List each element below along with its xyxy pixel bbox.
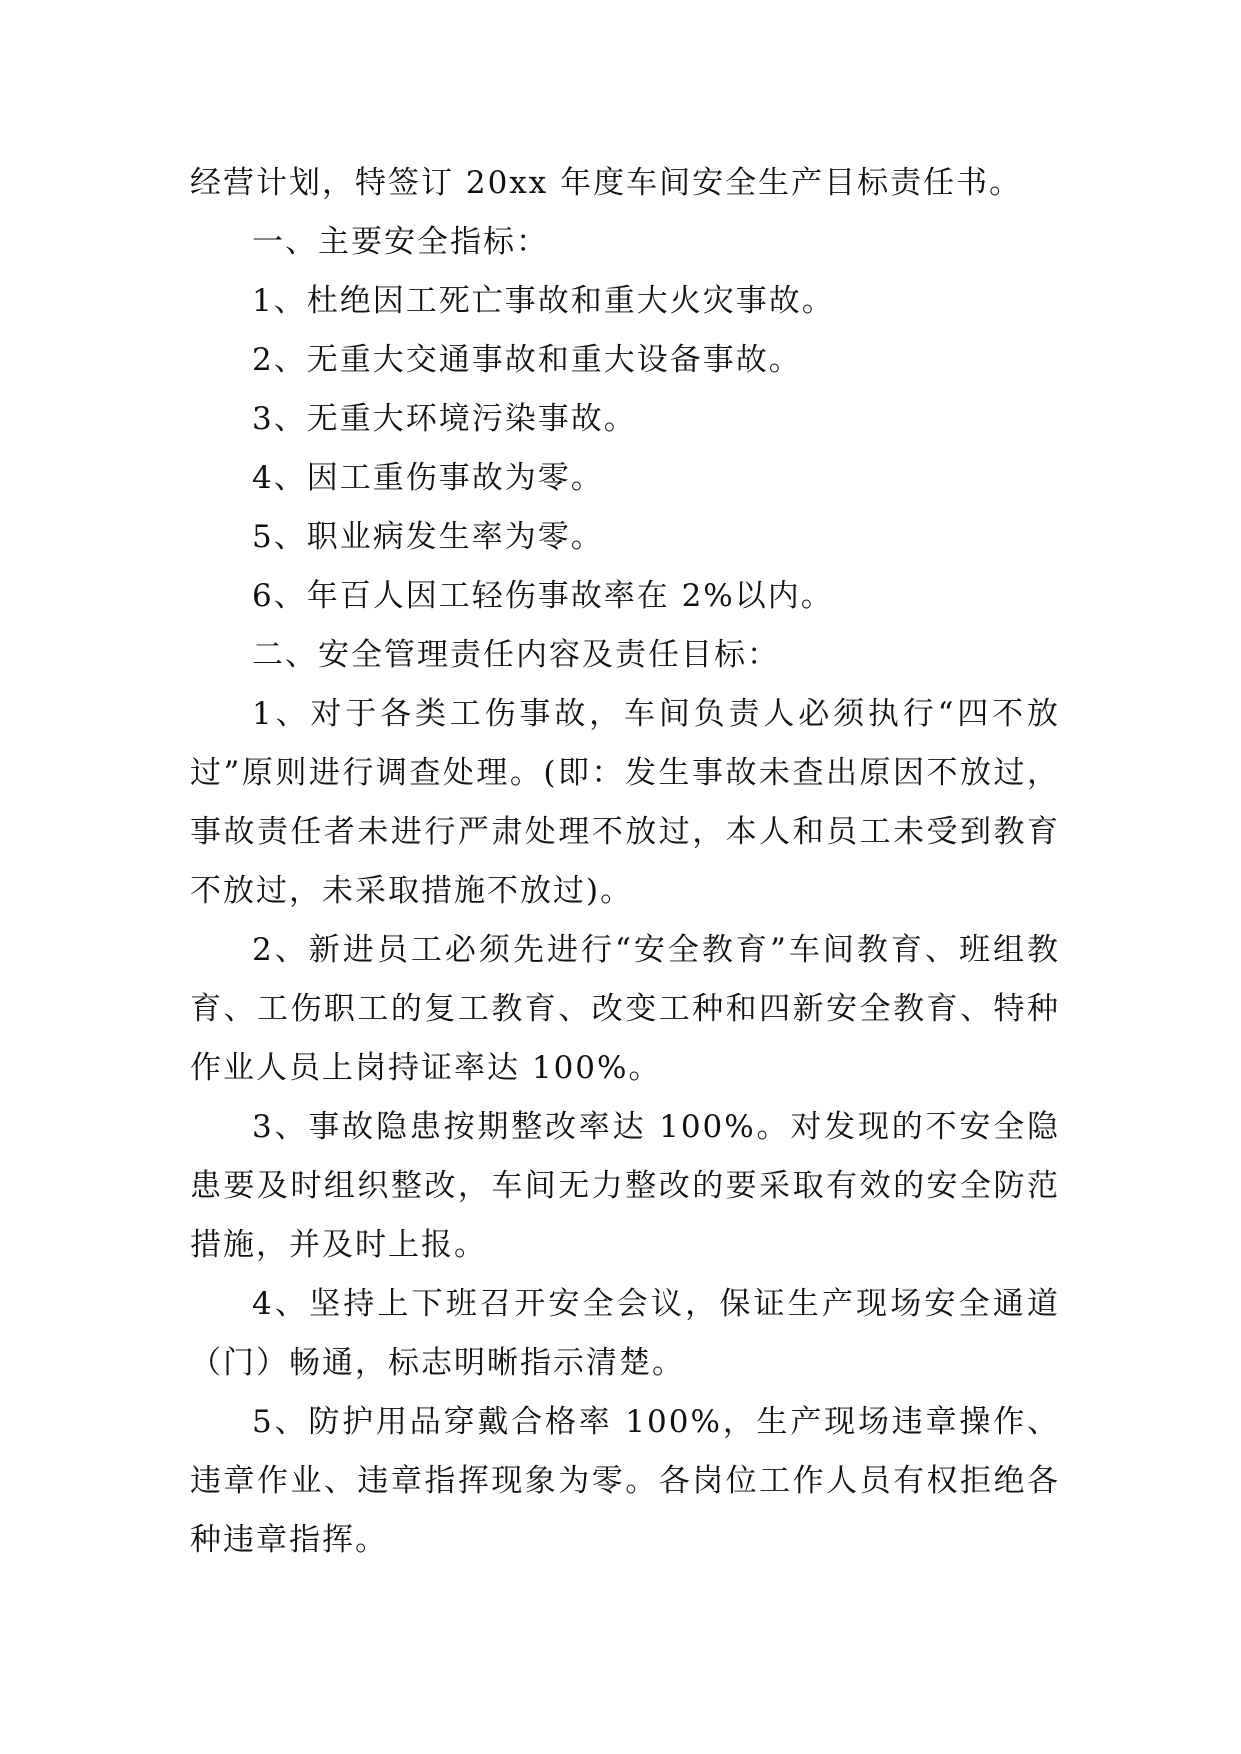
responsibility-item-1: 1、对于各类工伤事故，车间负责人必须执行“四不放过”原则进行调查处理。(即：发生事故未查出原因不放过，事故责任者未进行严肃处理不放过，本人和员工未受到教育不放过，未采取措施不放过)。 [190,696,1060,909]
heading-responsibility-content: 二、安全管理责任内容及责任目标： [252,637,780,673]
heading-main-safety-indicators: 一、主要安全指标： [252,224,549,260]
document-body [190,154,1060,1570]
indicator-item-6: 6、年百人因工轻伤事故率在 2%以内。 [252,578,834,614]
indicator-item-2: 2、无重大交通事故和重大设备事故。 [252,342,802,378]
responsibility-item-3: 3、事故隐患按期整改率达 100%。对发现的不安全隐患要及时组织整改，车间无力整改的要采取有效的安全防范措施，并及时上报。 [190,1109,1060,1263]
responsibility-item-2: 2、新进员工必须先进行“安全教育”车间教育、班组教育、工伤职工的复工教育、改变工种和四新安全教育、特种作业人员上岗持证率达 100%。 [190,932,1060,1086]
indicator-item-4: 4、因工重伤事故为零。 [252,460,604,496]
indicator-item-3: 3、无重大环境污染事故。 [252,401,637,437]
responsibility-item-4: 4、坚持上下班召开安全会议，保证生产现场安全通道（门）畅通，标志明晰指示清楚。 [190,1286,1060,1381]
responsibility-item-5: 5、防护用品穿戴合格率 100%，生产现场违章操作、违章作业、违章指挥现象为零。各岗位工作人员有权拒绝各种违章指挥。 [190,1404,1060,1558]
indicator-item-5: 5、职业病发生率为零。 [252,519,604,555]
indicator-item-1: 1、杜绝因工死亡事故和重大火灾事故。 [252,283,835,319]
paragraph-intro-continuation: 经营计划，特签订 20xx 年度车间安全生产目标责任书。 [190,165,1023,201]
